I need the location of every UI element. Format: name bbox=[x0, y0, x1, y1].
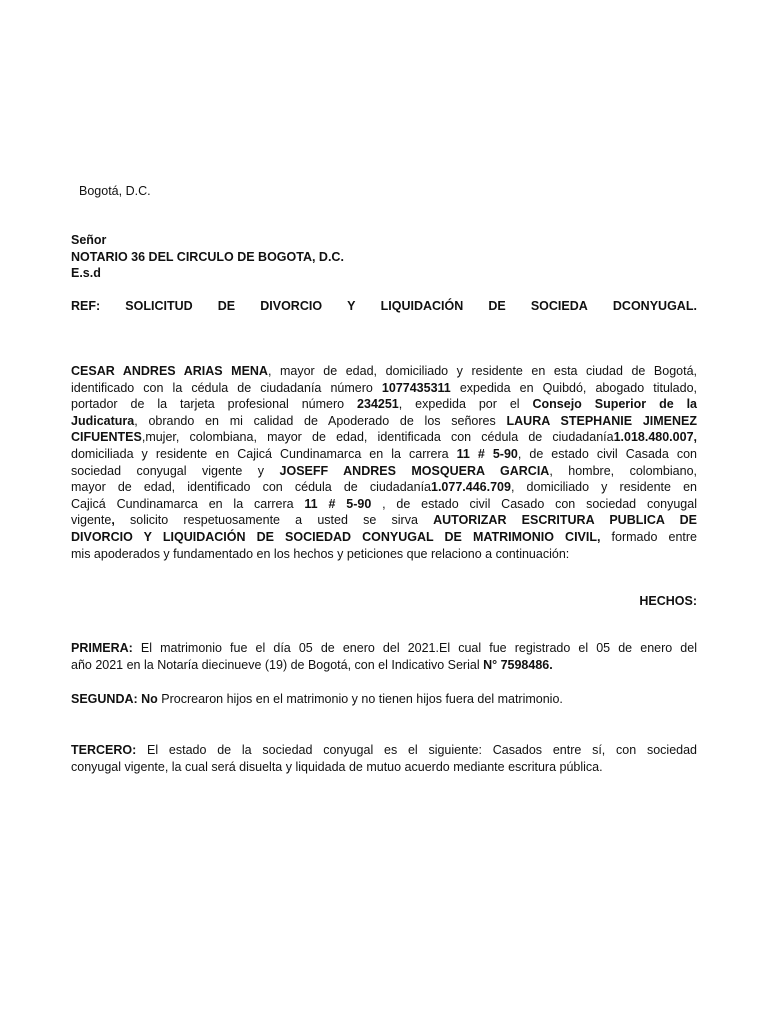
reference-line bbox=[71, 298, 697, 315]
text-line bbox=[71, 380, 697, 397]
bold-text: AUTORIZAR ESCRITURA PUBLICA DE bbox=[433, 513, 697, 528]
ref-word: DIVORCIO bbox=[260, 299, 323, 313]
text-run: solicito respetuosamente a usted se sirva bbox=[114, 513, 434, 528]
text-line bbox=[71, 759, 697, 776]
text-run: portador de la tarjeta profesional número bbox=[71, 397, 358, 412]
text-run: domiciliada y residente en Cajicá Cundinamarca en la carrera bbox=[71, 446, 457, 461]
text-line bbox=[71, 463, 697, 480]
text-run: , domiciliado y residente en bbox=[510, 480, 697, 495]
bold-text: PRIMERA: bbox=[71, 641, 133, 655]
bold-text: SEGUNDA: No bbox=[71, 692, 158, 706]
text-run: vigente bbox=[71, 513, 112, 528]
ref-word: DE bbox=[488, 299, 506, 313]
bold-text: 1.077.446.709 bbox=[431, 480, 511, 495]
ref-word: LIQUIDACIÓN bbox=[380, 299, 464, 313]
city-line: Bogotá, D.C. bbox=[79, 184, 151, 198]
text-line bbox=[71, 479, 697, 496]
addressee-block bbox=[71, 232, 697, 282]
bold-text: 11 # 5-90 bbox=[304, 496, 372, 511]
bold-text: Consejo Superior de la bbox=[532, 397, 698, 412]
bold-text: 234251 bbox=[357, 397, 399, 412]
fact-segunda bbox=[71, 691, 697, 708]
text-run: sociedad conyugal vigente y bbox=[71, 463, 280, 478]
fact-tercero bbox=[71, 742, 697, 775]
text-run: El estado de la sociedad conyugal es el siguiente: Casados entre sí, con sociedad bbox=[136, 743, 697, 757]
text-line bbox=[71, 691, 697, 708]
bold-text: CESAR ANDRES ARIAS MENA bbox=[71, 364, 268, 378]
body-paragraph bbox=[71, 363, 697, 562]
text-run: Cajicá Cundinamarca en la carrera bbox=[71, 496, 305, 511]
text-run: , expedida por el bbox=[398, 397, 533, 412]
bold-text: 1.018.480.007, bbox=[613, 430, 697, 445]
text-line bbox=[71, 363, 697, 380]
hechos-heading: HECHOS: bbox=[639, 594, 697, 608]
text-run: año 2021 en la Notaría diecinueve (19) de Bogotá, con el Indicativo Serial bbox=[71, 657, 484, 672]
bold-text: TERCERO: bbox=[71, 743, 137, 757]
bold-text: 1077435311 bbox=[381, 380, 451, 395]
ref-word: SOCIEDA bbox=[530, 299, 588, 313]
text-run: , hombre, colombiano, bbox=[549, 463, 697, 478]
text-run: Procrearon hijos en el matrimonio y no tienen hijos fuera del matrimonio. bbox=[157, 692, 563, 706]
text-run: El matrimonio fue el día 05 de enero del 2021.El cual fue registrado el 05 de enero del bbox=[132, 641, 697, 655]
bold-text: JOSEFF ANDRES MOSQUERA GARCIA bbox=[279, 463, 550, 478]
bold-text: , bbox=[111, 513, 115, 528]
text-line bbox=[71, 657, 697, 674]
ref-word: REF: bbox=[71, 299, 101, 313]
text-run: conyugal vigente, la cual será disuelta y liquidada de mutuo acuerdo mediante escritura pública. bbox=[71, 759, 603, 774]
text-run: , mayor de edad, domiciliado y residente en esta ciudad de Bogotá, bbox=[267, 364, 697, 378]
text-line bbox=[71, 742, 697, 759]
text-run: , de estado civil Casada con bbox=[517, 446, 697, 461]
ref-word: DCONYUGAL. bbox=[612, 299, 697, 313]
bold-text: CIFUENTES bbox=[71, 430, 142, 445]
bold-text: LAURA STEPHANIE JIMENEZ bbox=[506, 413, 697, 428]
bold-text: DIVORCIO Y LIQUIDACIÓN DE SOCIEDAD CONYUGAL DE MATRIMONIO CIVIL, bbox=[71, 529, 601, 544]
bold-text: N° 7598486. bbox=[483, 657, 553, 672]
addressee-esd: E.s.d bbox=[71, 266, 101, 281]
text-run: expedida en Quibdó, abogado titulado, bbox=[450, 380, 697, 395]
addressee-salutation: Señor bbox=[71, 233, 107, 247]
text-line bbox=[71, 512, 697, 529]
text-line bbox=[71, 496, 697, 513]
bold-text: 11 # 5-90 bbox=[456, 446, 518, 461]
fact-primera bbox=[71, 640, 697, 673]
text-line bbox=[71, 529, 697, 546]
text-line bbox=[71, 413, 697, 430]
text-run: , obrando en mi calidad de Apoderado de los señores bbox=[134, 413, 507, 428]
text-run: mayor de edad, identificado con cédula de ciudadanía bbox=[71, 480, 431, 495]
addressee-name: NOTARIO 36 DEL CIRCULO DE BOGOTA, D.C. bbox=[71, 249, 344, 264]
text-line bbox=[71, 396, 697, 413]
ref-word: Y bbox=[347, 299, 356, 313]
ref-word: SOLICITUD bbox=[125, 299, 193, 313]
text-run: mis apoderados y fundamentado en los hechos y peticiones que relaciono a continuación: bbox=[71, 546, 570, 561]
text-run: identificado con la cédula de ciudadanía número bbox=[71, 380, 382, 395]
text-line bbox=[71, 446, 697, 463]
text-line bbox=[71, 429, 697, 446]
bold-text: Judicatura bbox=[71, 413, 135, 428]
text-line bbox=[71, 546, 697, 563]
text-run: ,mujer, colombiana, mayor de edad, identificada con cédula de ciudadanía bbox=[141, 430, 614, 445]
ref-word: DE bbox=[217, 299, 236, 313]
text-line bbox=[71, 640, 697, 657]
text-run: formado entre bbox=[600, 529, 697, 544]
text-run: , de estado civil Casado con sociedad conyugal bbox=[371, 496, 697, 511]
